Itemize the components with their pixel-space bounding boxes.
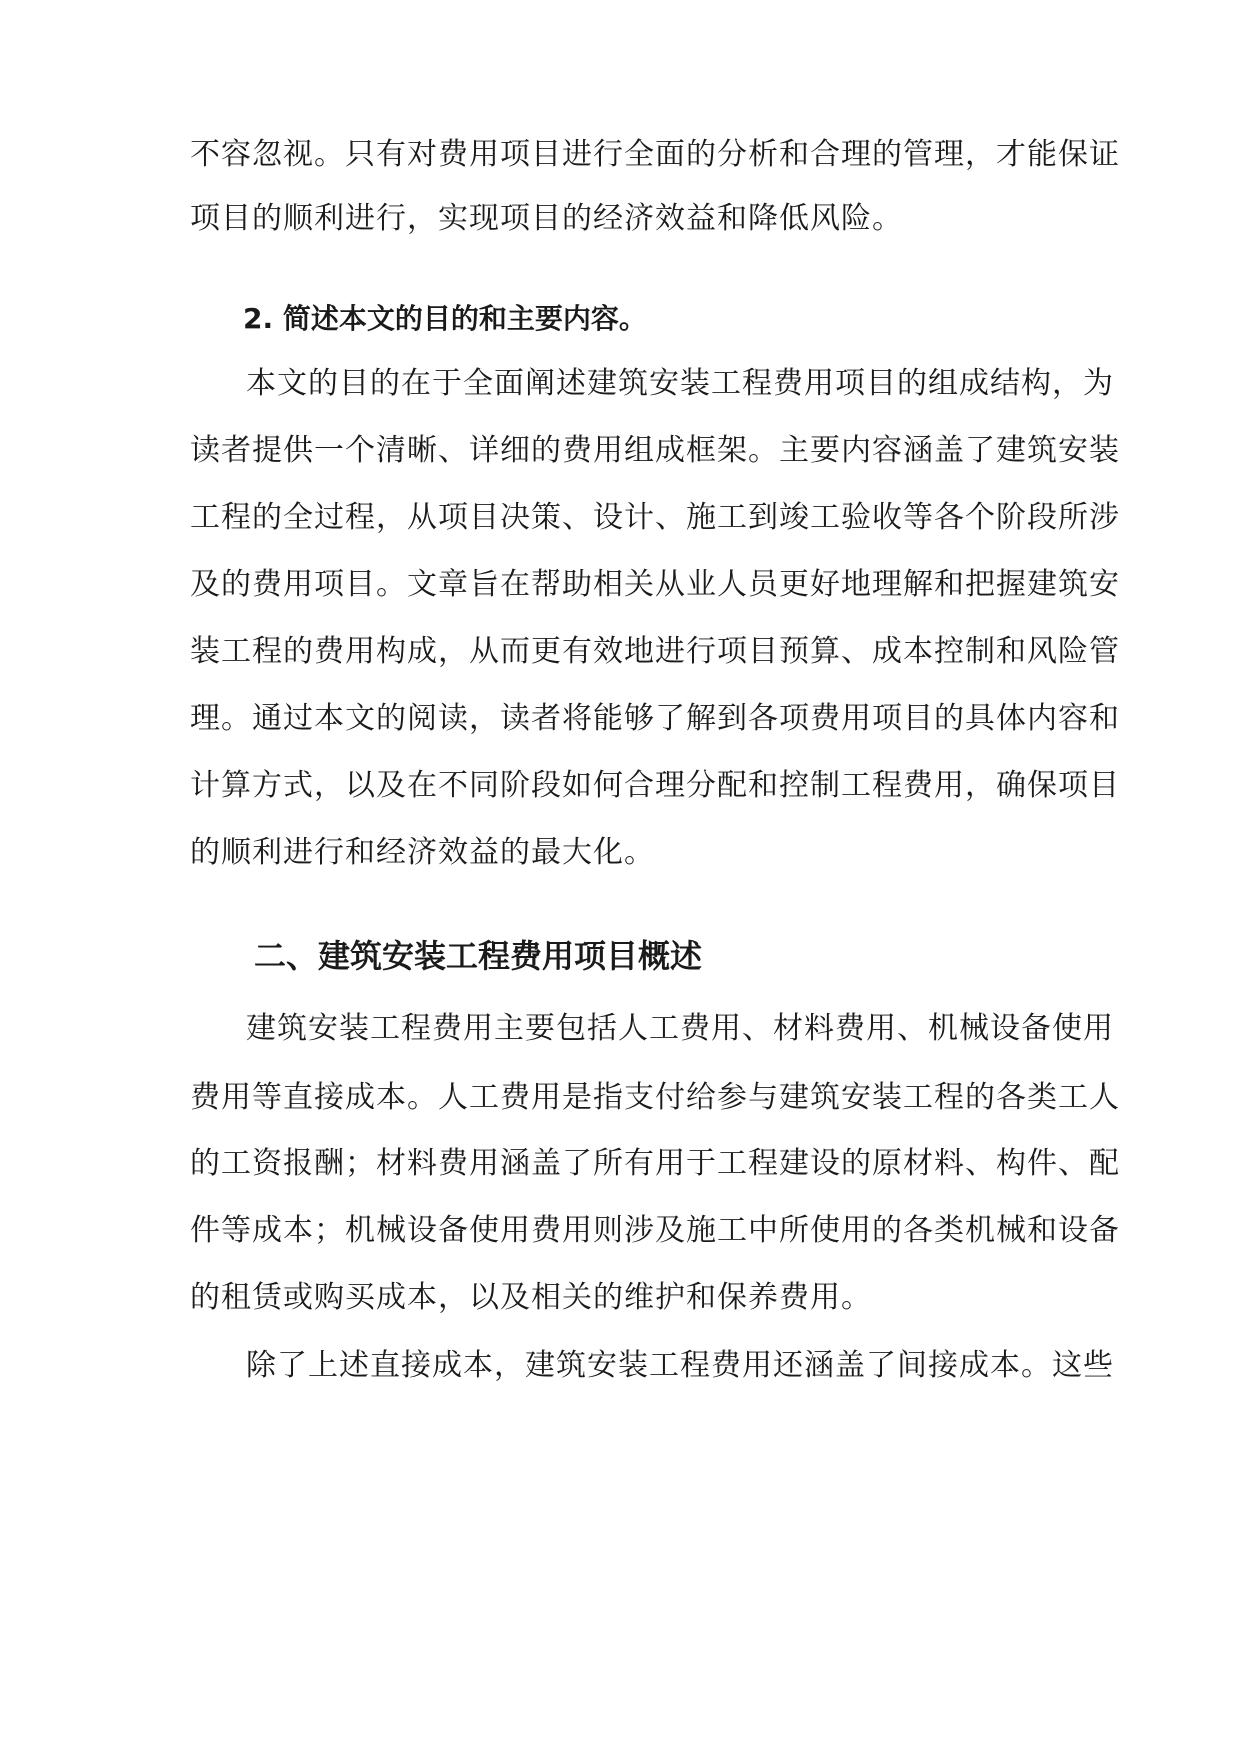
paragraph-line: 装工程的费用构成，从而更有效地进行项目预算、成本控制和风险管 bbox=[190, 634, 1120, 669]
paragraph-line: 读者提供一个清晰、详细的费用组成框架。主要内容涵盖了建筑安装 bbox=[190, 433, 1120, 468]
paragraph-line: 建筑安装工程费用主要包括人工费用、材料费用、机械设备使用 bbox=[246, 1011, 1114, 1046]
paragraph-line: 理。通过本文的阅读，读者将能够了解到各项费用项目的具体内容和 bbox=[190, 701, 1120, 736]
paragraph-line: 的顺利进行和经济效益的最大化。 bbox=[190, 835, 655, 870]
section-title: 2. 简述本文的目的和主要内容。 bbox=[243, 302, 647, 335]
intro-line: 不容忽视。只有对费用项目进行全面的分析和合理的管理，才能保证 bbox=[190, 137, 1120, 172]
paragraph-line: 本文的目的在于全面阐述建筑安装工程费用项目的组成结构，为 bbox=[246, 366, 1114, 401]
paragraph-line: 工程的全过程，从项目决策、设计、施工到竣工验收等各个阶段所涉 bbox=[190, 500, 1120, 535]
chapter-heading: 二、建筑安装工程费用项目概述 bbox=[254, 937, 703, 975]
paragraph-line: 件等成本；机械设备使用费用则涉及施工中所使用的各类机械和设备 bbox=[190, 1213, 1120, 1248]
paragraph-line: 的工资报酬；材料费用涵盖了所有用于工程建设的原材料、构件、配 bbox=[190, 1146, 1120, 1181]
intro-line: 项目的顺利进行，实现项目的经济效益和降低风险。 bbox=[190, 201, 903, 236]
paragraph-line: 费用等直接成本。人工费用是指支付给参与建筑安装工程的各类工人 bbox=[190, 1080, 1120, 1115]
paragraph-line: 的租赁或购买成本，以及相关的维护和保养费用。 bbox=[190, 1280, 872, 1315]
paragraph-line: 计算方式，以及在不同阶段如何合理分配和控制工程费用，确保项目 bbox=[190, 768, 1120, 803]
paragraph-line: 除了上述直接成本，建筑安装工程费用还涵盖了间接成本。这些 bbox=[246, 1348, 1114, 1383]
paragraph-line: 及的费用项目。文章旨在帮助相关从业人员更好地理解和把握建筑安 bbox=[190, 567, 1120, 602]
